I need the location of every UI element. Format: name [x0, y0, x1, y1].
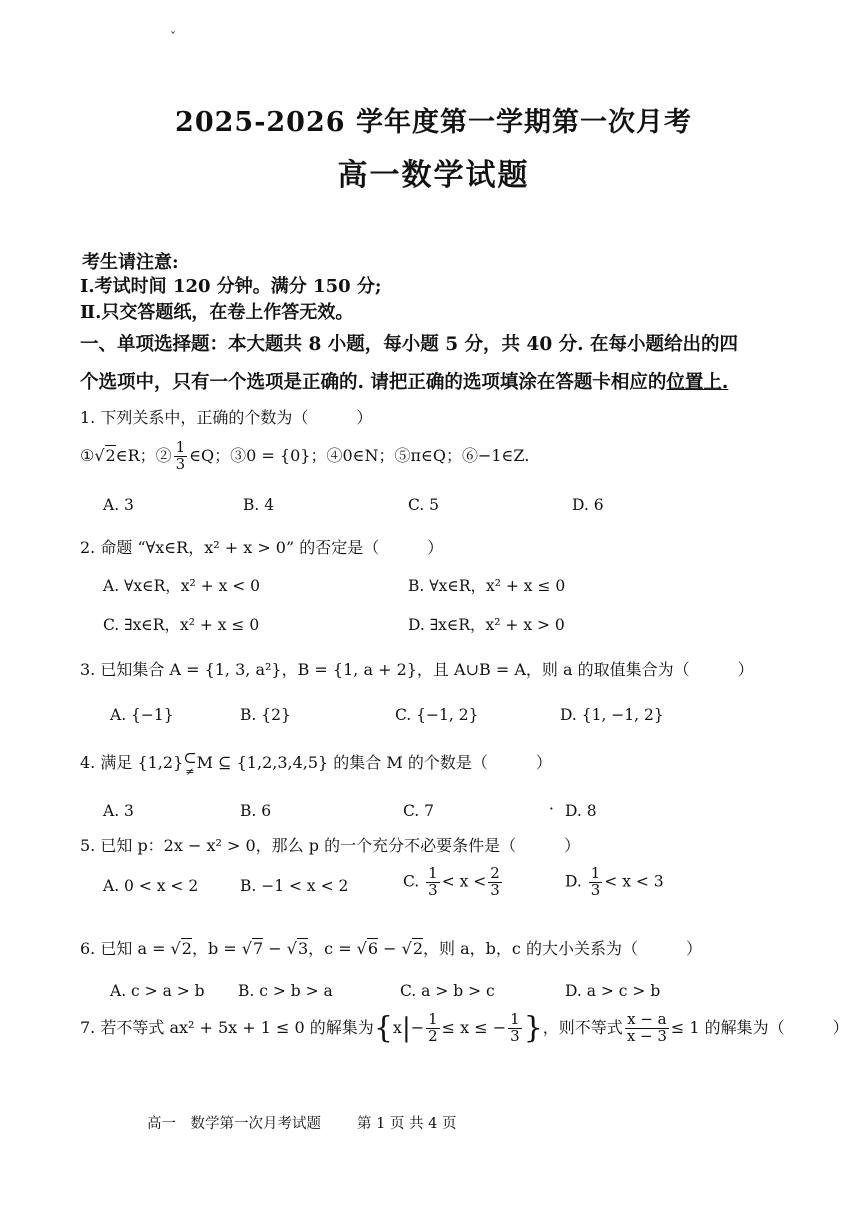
q2-option-d: D. ∃x∈R，x² + x > 0 — [408, 616, 565, 634]
q7-set-bar: | — [401, 1013, 411, 1044]
q7-text: 7. 若不等式 ax² + 5x + 1 ≤ 0 的解集为 — [80, 1017, 374, 1037]
q5-option-b: B. −1 < x < 2 — [240, 877, 349, 895]
notice-line-1: Ⅰ.考试时间 120 分钟。满分 150 分; — [80, 276, 382, 297]
q7-brace-close: } — [523, 1010, 543, 1046]
q5-d-frac — [589, 866, 603, 899]
q6-root: 3 — [297, 939, 309, 958]
frac-num: 1 — [510, 1010, 520, 1028]
q6-text: ，则 a，b，c 的大小关系为（ ） — [423, 939, 702, 958]
question-3-stem: 3. 已知集合 A = {1, 3, a²}，B = {1, a + 2}，且 A∪B = A，则 a 的取值集合为（ ） — [80, 660, 754, 679]
exam-subtitle: 高一数学试题 — [337, 158, 530, 193]
question-7-stem — [80, 1012, 849, 1045]
frac-den: 2 — [428, 1026, 438, 1045]
q6-option-b: B. c > b > a — [238, 982, 333, 1000]
q4-stem-text: 4. 满足 {1,2} — [80, 753, 184, 772]
q2-option-b: B. ∀x∈R，x² + x ≤ 0 — [408, 577, 566, 595]
section-instructions-text: 个选项中，只有一个选项是正确的. 请把正确的选项填涂在答题卡相应的 — [80, 372, 667, 393]
question-1-items: ①√2∈R；② $\frac{1}{3}$ ∈Q；③0 = {0}；④0∈N；⑤π∈Q；⑥−1∈Z. — [80, 438, 530, 473]
q5-c-frac-1 — [426, 866, 440, 899]
frac-den: 3 — [590, 880, 601, 899]
q3-option-b: B. {2} — [240, 706, 291, 724]
q6-root: 7 — [252, 939, 264, 958]
footer-page-number: 第 1 页 共 4 页 — [357, 1116, 457, 1132]
question-4-stem — [80, 750, 552, 777]
question-1-stem: 1. 下列关系中，正确的个数为（ ） — [80, 408, 373, 427]
q6-option-d: D. a > c > b — [565, 982, 661, 1000]
frac-num: 1 — [428, 1010, 438, 1028]
q7-text: ≤ 1 的解集为（ ） — [670, 1017, 849, 1037]
q4-neq-symbol: ≠ — [185, 765, 195, 778]
question-5-stem: 5. 已知 p：2x − x² > 0，那么 p 的一个充分不必要条件是（ ） — [80, 836, 581, 855]
q1-option-c: C. 5 — [408, 496, 440, 514]
q4-proper-subset — [183, 750, 196, 777]
frac-num: x − a — [627, 1010, 667, 1028]
frac-den: 3 — [510, 1026, 520, 1045]
q1-item-text: ∈R；② — [115, 445, 172, 465]
q2-option-a: A. ∀x∈R，x² + x < 0 — [103, 577, 261, 595]
frac-num: 1 — [428, 864, 438, 882]
frac-den: 3 — [428, 880, 438, 899]
q6-text: ，b = √ — [191, 939, 252, 958]
q1-option-a: A. 3 — [103, 496, 134, 514]
q7-text: − — [410, 1017, 425, 1037]
q5-option-d — [565, 866, 664, 899]
notice-line-2: Ⅱ.只交答题纸，在卷上作答无效。 — [80, 302, 354, 323]
q6-option-a: A. c > a > b — [110, 982, 205, 1000]
question-2-stem: 2. 命题 “∀x∈R，x² + x > 0” 的否定是（ ） — [80, 538, 444, 557]
q6-text: 6. 已知 a = √ — [80, 939, 181, 958]
q1-option-b: B. 4 — [243, 496, 275, 514]
q1-frac-den: 3 — [175, 454, 186, 473]
q1-fraction — [174, 440, 188, 473]
q2-option-c: C. ∃x∈R，x² + x ≤ 0 — [103, 616, 260, 634]
q7-frac-2 — [508, 1012, 522, 1045]
q1-item-text: ∈Q；③0 = {0}；④0∈N；⑤π∈Q；⑥−1∈Z. — [189, 445, 530, 465]
q6-root: 2 — [412, 939, 424, 958]
q4-option-d: D. 8 — [565, 802, 597, 820]
exam-title: 2025-2026 学年度第一学期第一次月考 — [175, 107, 692, 138]
stray-mark: ˇ — [170, 30, 176, 44]
q7-frac-1 — [426, 1012, 440, 1045]
q6-root: 2 — [181, 939, 192, 958]
section-instructions-line-1: 一、单项选择题：本大题共 8 小题，每小题 5 分，共 40 分. 在每小题给出的四 — [80, 334, 739, 355]
q6-text: − √ — [263, 939, 297, 958]
q4-subset-symbol: ⊂ — [183, 748, 197, 767]
q7-text: ≤ x ≤ − — [441, 1017, 507, 1037]
q7-frac-3 — [625, 1012, 669, 1045]
q3-option-d: D. {1, −1, 2} — [560, 706, 664, 724]
frac-den: 3 — [490, 880, 500, 899]
q6-text: ，c = √ — [308, 939, 367, 958]
q4-option-b: B. 6 — [240, 802, 272, 820]
q4-option-a: A. 3 — [103, 802, 134, 820]
q4-stem-text: M ⊆ {1,2,3,4,5} 的集合 M 的个数是（ ） — [196, 753, 552, 772]
footer-left: 高一 数学第一次月考试题 — [147, 1116, 321, 1132]
q3-option-c: C. {−1, 2} — [395, 706, 479, 724]
q5-option-a: A. 0 < x < 2 — [103, 877, 199, 895]
q5-d-post: < x < 3 — [604, 872, 664, 891]
q5-c-mid: < x < — [441, 872, 487, 891]
frac-den: x − 3 — [626, 1026, 667, 1045]
q5-c-frac-2 — [488, 866, 502, 899]
q4-stray-dot: · — [549, 800, 554, 818]
q6-option-c: C. a > b > c — [400, 982, 495, 1000]
q5-c-label: C. — [403, 872, 420, 891]
q3-option-a: A. {−1} — [110, 706, 174, 724]
q1-option-d: D. 6 — [572, 496, 604, 514]
q4-option-c: C. 7 — [403, 802, 435, 820]
q6-text: − √ — [378, 939, 412, 958]
q6-root: 6 — [367, 939, 379, 958]
q5-option-c — [403, 866, 504, 899]
section-instructions-line-2 — [80, 368, 728, 394]
q7-text: ，则不等式 — [542, 1017, 623, 1037]
q5-d-label: D. — [565, 872, 582, 891]
frac-num: 1 — [590, 864, 601, 882]
q7-brace-open: { — [373, 1010, 393, 1046]
notice-heading: 考生请注意: — [82, 252, 179, 273]
q1-root: 2 — [105, 445, 116, 465]
question-6-stem — [80, 936, 702, 959]
frac-num: 2 — [490, 864, 500, 882]
section-instructions-underlined: 位置上. — [666, 372, 729, 393]
q1-frac-num: 1 — [175, 438, 186, 456]
q7-set-var: x — [392, 1017, 402, 1037]
q1-item-text: ① — [80, 445, 95, 465]
